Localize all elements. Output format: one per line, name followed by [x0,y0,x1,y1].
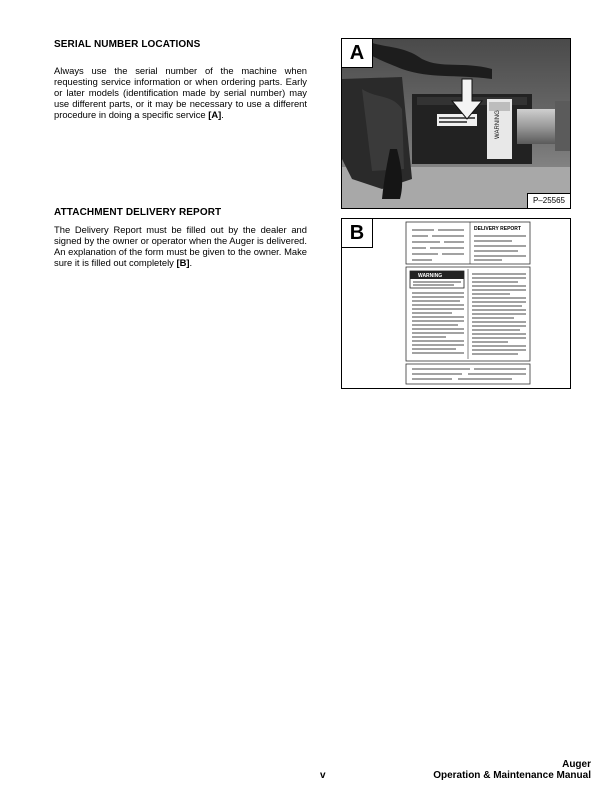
serial-body: Always use the serial number of the machine when requesting service information or when ordering parts. Early or later models (identification made by serial number) may use different parts, or it may be necessary to use a different procedure in doing a specific service [54,65,307,120]
figure-a [341,38,571,209]
form-title: DELIVERY REPORT [474,226,521,232]
serial-end: . [221,109,224,120]
delivery-end: . [189,257,193,268]
figure-b-letter: B [342,219,373,248]
delivery-report-form [342,219,570,388]
serial-figure-ref: [A] [208,109,222,120]
serial-paragraph [54,65,307,120]
serial-heading: SERIAL NUMBER LOCATIONS [54,39,201,50]
delivery-figure-ref: [B] [176,257,190,268]
delivery-paragraph [54,224,307,268]
delivery-body: The Delivery Report must be filled out by the dealer and signed by the owner or operator when the Auger is delivered. An explanation of the form must be given to the owner. Make sure it is filled out completely [54,224,307,268]
photo-id-label: P–25565 [527,193,570,208]
footer-title [433,759,591,781]
footer-title-line1: Auger [562,759,591,770]
page-number: v [320,770,326,781]
delivery-heading: ATTACHMENT DELIVERY REPORT [54,207,222,218]
figure-b [341,218,571,389]
figure-a-letter: A [342,39,373,68]
decal-warning-text: WARNING [495,110,501,139]
form-warning-label: WARNING [418,273,443,279]
footer-title-line2: Operation & Maintenance Manual [433,770,591,781]
auger-photo [342,39,570,208]
